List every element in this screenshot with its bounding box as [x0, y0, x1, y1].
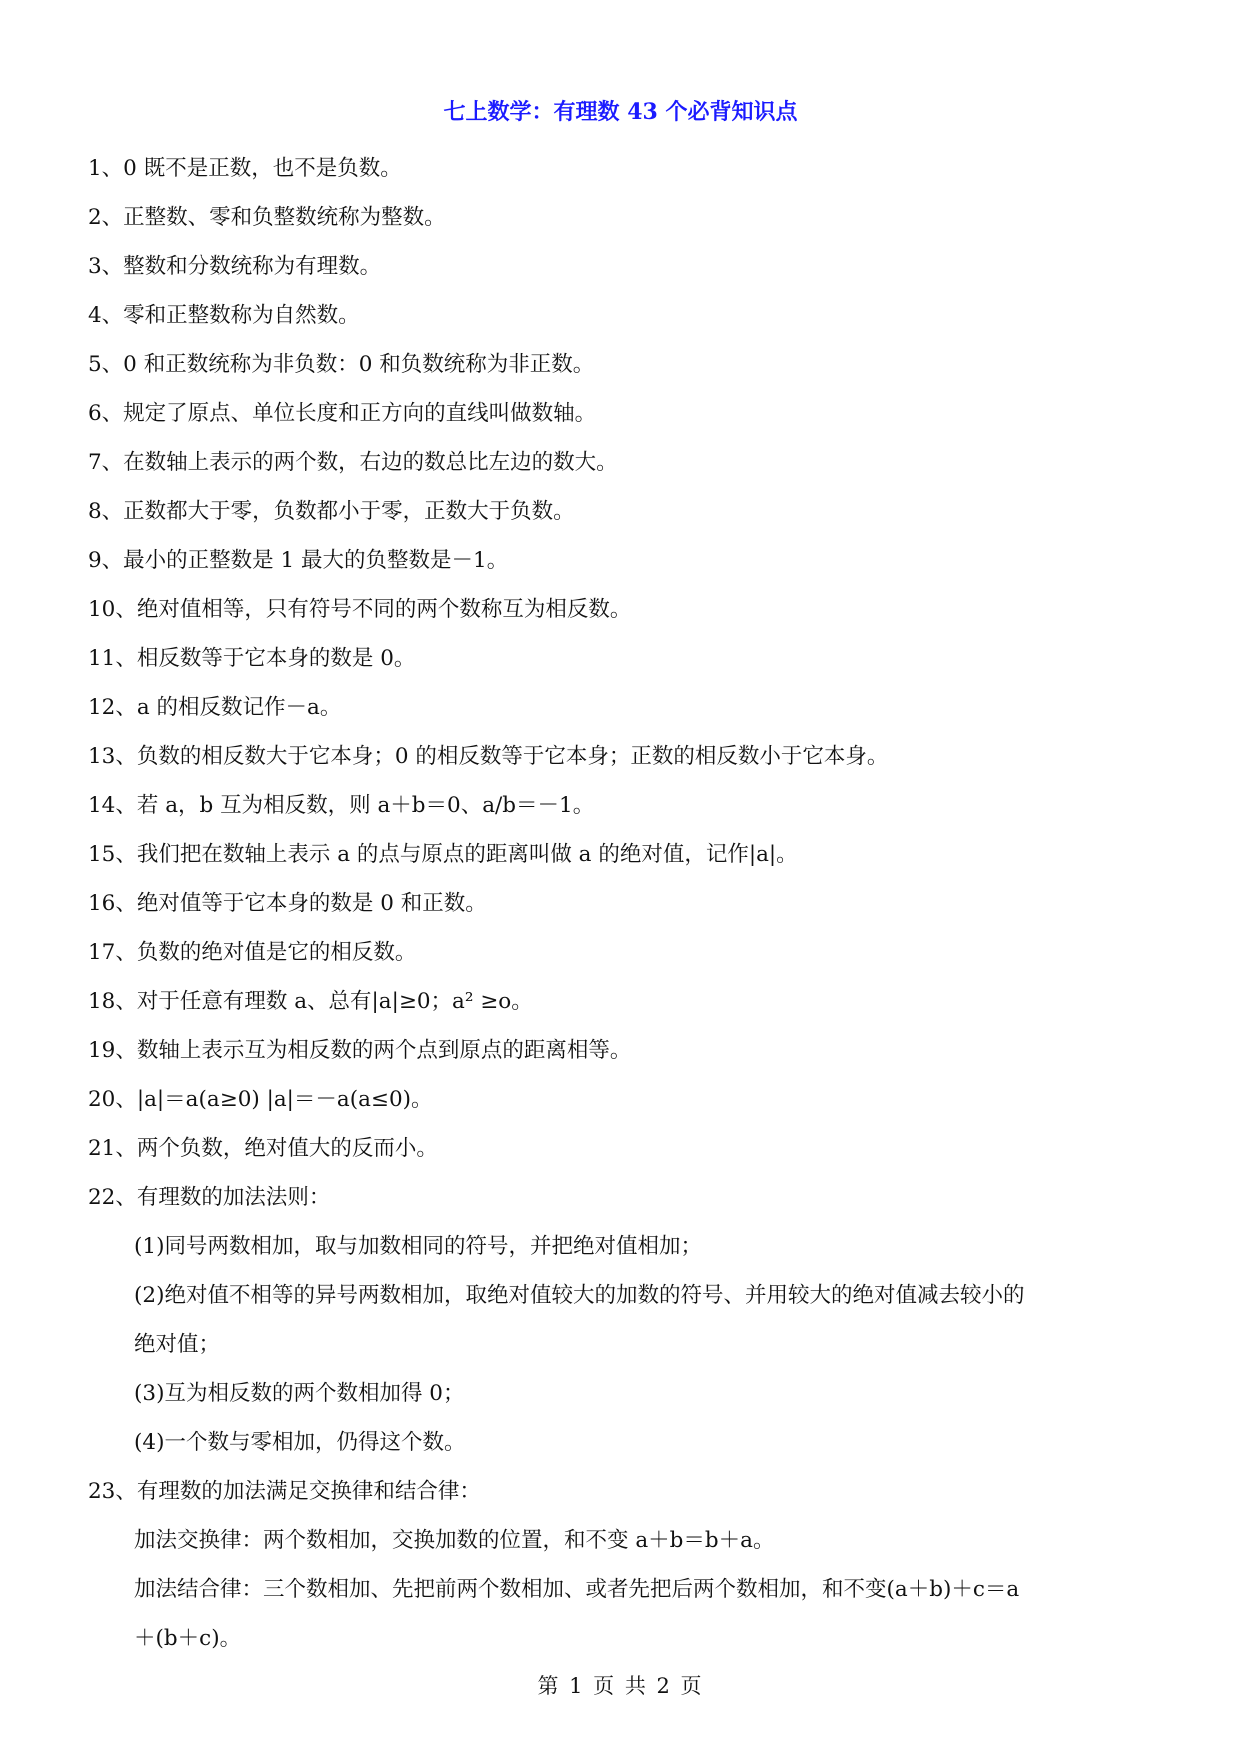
list-item: 6、规定了原点、单位长度和正方向的直线叫做数轴。 [88, 401, 597, 426]
list-item: 20、|a|＝a(a≥0) |a|＝－a(a≤0)。 [88, 1087, 433, 1112]
list-item: 7、在数轴上表示的两个数，右边的数总比左边的数大。 [88, 450, 618, 475]
sub-item: 加法交换律：两个数相加，交换加数的位置，和不变 a＋b＝b＋a。 [134, 1528, 775, 1553]
list-item: 8、正数都大于零，负数都小于零，正数大于负数。 [88, 499, 575, 524]
list-item: 19、数轴上表示互为相反数的两个点到原点的距离相等。 [88, 1038, 632, 1063]
list-item: 2、正整数、零和负整数统称为整数。 [88, 205, 446, 230]
sub-item: (4)一个数与零相加，仍得这个数。 [134, 1430, 466, 1455]
list-item: 13、负数的相反数大于它本身；0 的相反数等于它本身；正数的相反数小于它本身。 [88, 744, 889, 769]
list-item: 17、负数的绝对值是它的相反数。 [88, 940, 417, 965]
sub-item: 加法结合律：三个数相加、先把前两个数相加、或者先把后两个数相加，和不变(a＋b)＋c＝a [134, 1577, 1020, 1602]
list-item: 4、零和正整数称为自然数。 [88, 303, 360, 328]
list-item: 9、最小的正整数是 1 最大的负整数是－1。 [88, 548, 509, 573]
list-item: 18、对于任意有理数 a、总有|a|≥0；a² ≥o。 [88, 989, 533, 1014]
list-item: 22、有理数的加法法则： [88, 1185, 331, 1210]
list-item: 12、a 的相反数记作－a。 [88, 695, 342, 720]
sub-item: ＋(b＋c)。 [134, 1626, 242, 1651]
list-item: 16、绝对值等于它本身的数是 0 和正数。 [88, 891, 487, 916]
list-item: 1、0 既不是正数，也不是负数。 [88, 156, 402, 181]
list-item: 3、整数和分数统称为有理数。 [88, 254, 382, 279]
page-title: 七上数学：有理数 43 个必背知识点 [443, 99, 798, 125]
list-item: 15、我们把在数轴上表示 a 的点与原点的距离叫做 a 的绝对值，记作|a|。 [88, 842, 798, 867]
sub-item: 绝对值； [134, 1332, 221, 1357]
sub-item: (1)同号两数相加，取与加数相同的符号，并把绝对值相加； [134, 1234, 702, 1259]
list-item: 10、绝对值相等，只有符号不同的两个数称互为相反数。 [88, 597, 632, 622]
list-item: 14、若 a，b 互为相反数，则 a＋b＝0、a/b＝－1。 [88, 793, 595, 818]
list-item: 23、有理数的加法满足交换律和结合律： [88, 1479, 481, 1504]
sub-item: (3)互为相反数的两个数相加得 0； [134, 1381, 465, 1406]
list-item: 21、两个负数，绝对值大的反而小。 [88, 1136, 438, 1161]
document-body [88, 144, 1168, 1663]
list-item: 11、相反数等于它本身的数是 0。 [88, 646, 416, 671]
list-item: 5、0 和正数统称为非负数：0 和负数统称为非正数。 [88, 352, 595, 377]
sub-item: (2)绝对值不相等的异号两数相加，取绝对值较大的加数的符号、并用较大的绝对值减去较小的 [134, 1283, 1025, 1308]
page-footer: 第 1 页 共 2 页 [537, 1674, 704, 1698]
